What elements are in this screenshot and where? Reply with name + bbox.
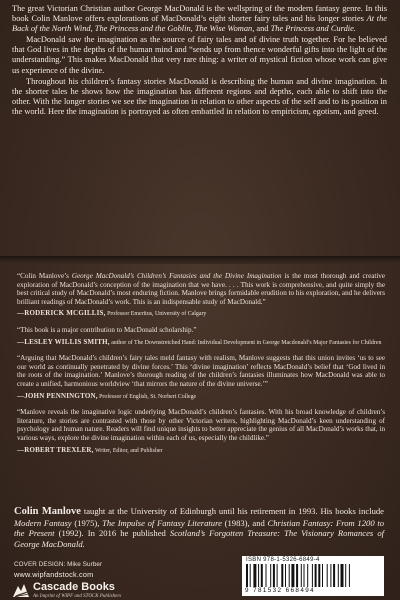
endorsement-quote: “Arguing that MacDonald’s children’s fairy tales meld fantasy with realism, Manlove suggests that this union invites ‘us to see our world as continually penetrated by divine forces.’ This ‘divine imagination’ reflects MacDonald’s belief that ‘God lived in the roots of the imagination.’ Manlove’s thorough reading of the children’s fantasies illuminates how MacDonald was able to create a unified, harmonious worldview ‘that mirrors the nature of the divine universe.’” (17, 354, 385, 388)
divider-band (0, 256, 400, 264)
isbn-barcode (242, 556, 384, 596)
endorser-name: —LESLEY WILLIS SMITH, (17, 337, 110, 346)
book-title: The Princess and Curdie. (270, 24, 356, 34)
quote-text: “Colin Manlove’s (17, 272, 72, 280)
endorser-affiliation: Writer, Editor, and Publisher (93, 447, 163, 454)
isbn-number: ISBN 978-1-5326-6849-4 (246, 557, 320, 563)
endorser-name: —RODERICK MCGILLIS, (17, 309, 106, 318)
endorser-name: —JOHN PENNINGTON, (17, 391, 98, 400)
description (12, 4, 387, 117)
publisher-logo (12, 582, 121, 599)
cover-design-credit: COVER DESIGN: Mike Surber (14, 561, 103, 568)
bio-text: (1975), (71, 517, 103, 528)
publisher-imprint: An Imprint of WIPF and STOCK Publishers (33, 594, 122, 599)
author-name: Colin Manlove (14, 506, 81, 517)
publisher-url[interactable]: www.wipfandstock.com (14, 570, 94, 579)
endorsement (17, 326, 385, 347)
publisher-name: Cascade Books (33, 581, 115, 593)
quoted-book-title: George MacDonald’s Children’s Fantasies and the Divine Imagination (71, 272, 282, 280)
endorsement (17, 272, 385, 319)
endorser-affiliation: Professor Emeritus, University of Calgary (105, 311, 207, 318)
endorsement-attribution (17, 338, 385, 348)
endorser-affiliation: Professor of English, St. Norbert College (97, 393, 197, 400)
barcode-icon (246, 564, 380, 587)
endorsement (17, 408, 385, 455)
bio-text: taught at the University of Edinburgh until his retirement in 1993. His books include (80, 506, 384, 516)
endorser-affiliation: author of The Downstretched Hand: Individual Development in George Macdonald’s Major Fantasies for Children (109, 339, 382, 346)
endorsement-attribution (17, 309, 385, 319)
endorser-name: —ROBERT TREXLER, (17, 445, 94, 454)
bio-book-title: The Impulse of Fantasy Literature (102, 517, 222, 528)
bio-text: (1992). In 2016 he published (54, 528, 170, 539)
endorsement (17, 354, 385, 401)
endorsement-attribution (17, 392, 385, 402)
endorsement-quote: “Manlove reveals the imaginative logic underlying MacDonald’s children’s fantasies. With his broad knowledge of children’s literature, the stories are contrasted with those by other Victorian writers, highlighting MacDonald’s keen understanding of psychology and human nature. Readers will find unique insights to better appreciate the genius of all MacDonald’s works that, in various ways, explore the divine imagination within each of us, especially the childlike.” (17, 408, 385, 442)
description-text: and (254, 24, 271, 34)
description-paragraph-1 (12, 4, 387, 34)
description-paragraph-2: MacDonald saw the imagination as the source of fairy tales and of divine truth together. For he believed that God lives in the depths of the human mind and “sends up from thence wonderful gifts into the light of the understanding.” This makes MacDonald that very rare thing: a writer of mystical fiction whose work can give us experience of the divine. (12, 35, 387, 75)
description-text: The great Victorian Christian author George MacDonald is the wellspring of the modern fantasy genre. In this book Colin Manlove offers explorations of MacDonald’s eight shorter fairy tales and his longer stories (12, 4, 387, 24)
endorsement-attribution (17, 446, 385, 456)
barcode-digits: 9 781532 668494 (245, 587, 316, 594)
bio-book-title: Modern Fantasy (14, 517, 72, 528)
endorsement-quote (17, 272, 385, 306)
endorsement-quote: “This book is a major contribution to MacDonald scholarship.” (17, 325, 197, 334)
cascade-books-icon (12, 583, 30, 598)
book-titles: At the Back of the North Wind, The Princess and the Goblin, The Wise Woman, (12, 14, 387, 34)
quote-text: is the most thorough and creative exploration of MacDonald’s conception of the imagination that we have. . . . This work is comprehensive, and quite simply the best critical study of MacDonald’s most enduring fiction. Manlove brings formidable erudition to his exploration, and he delivers brilliant readings of MacDonald’s work. This is an indispensable study of MacDonald.” (17, 272, 386, 306)
bio-text: (1983), and (221, 517, 268, 528)
bio-book-title: Scotland’s Forgotten Treasure: The Visionary Romances of George MacDonald. (14, 528, 385, 549)
description-paragraph-3: Throughout his children’s fantasy stories MacDonald is describing the human and divine imagination. In the shorter tales he shows how the imagination has different regions and depths, each able to shift into the other. With the longer stories we see the imagination in relation to other aspects of the self and to its position in the world. Here the imagination is portrayed as often embattled in relation to empiricism, egotism, and greed. (12, 76, 387, 116)
endorsements (17, 272, 385, 462)
author-bio (14, 506, 384, 549)
bio-book-title: Christian Fantasy: From 1200 to the Present (14, 517, 385, 539)
